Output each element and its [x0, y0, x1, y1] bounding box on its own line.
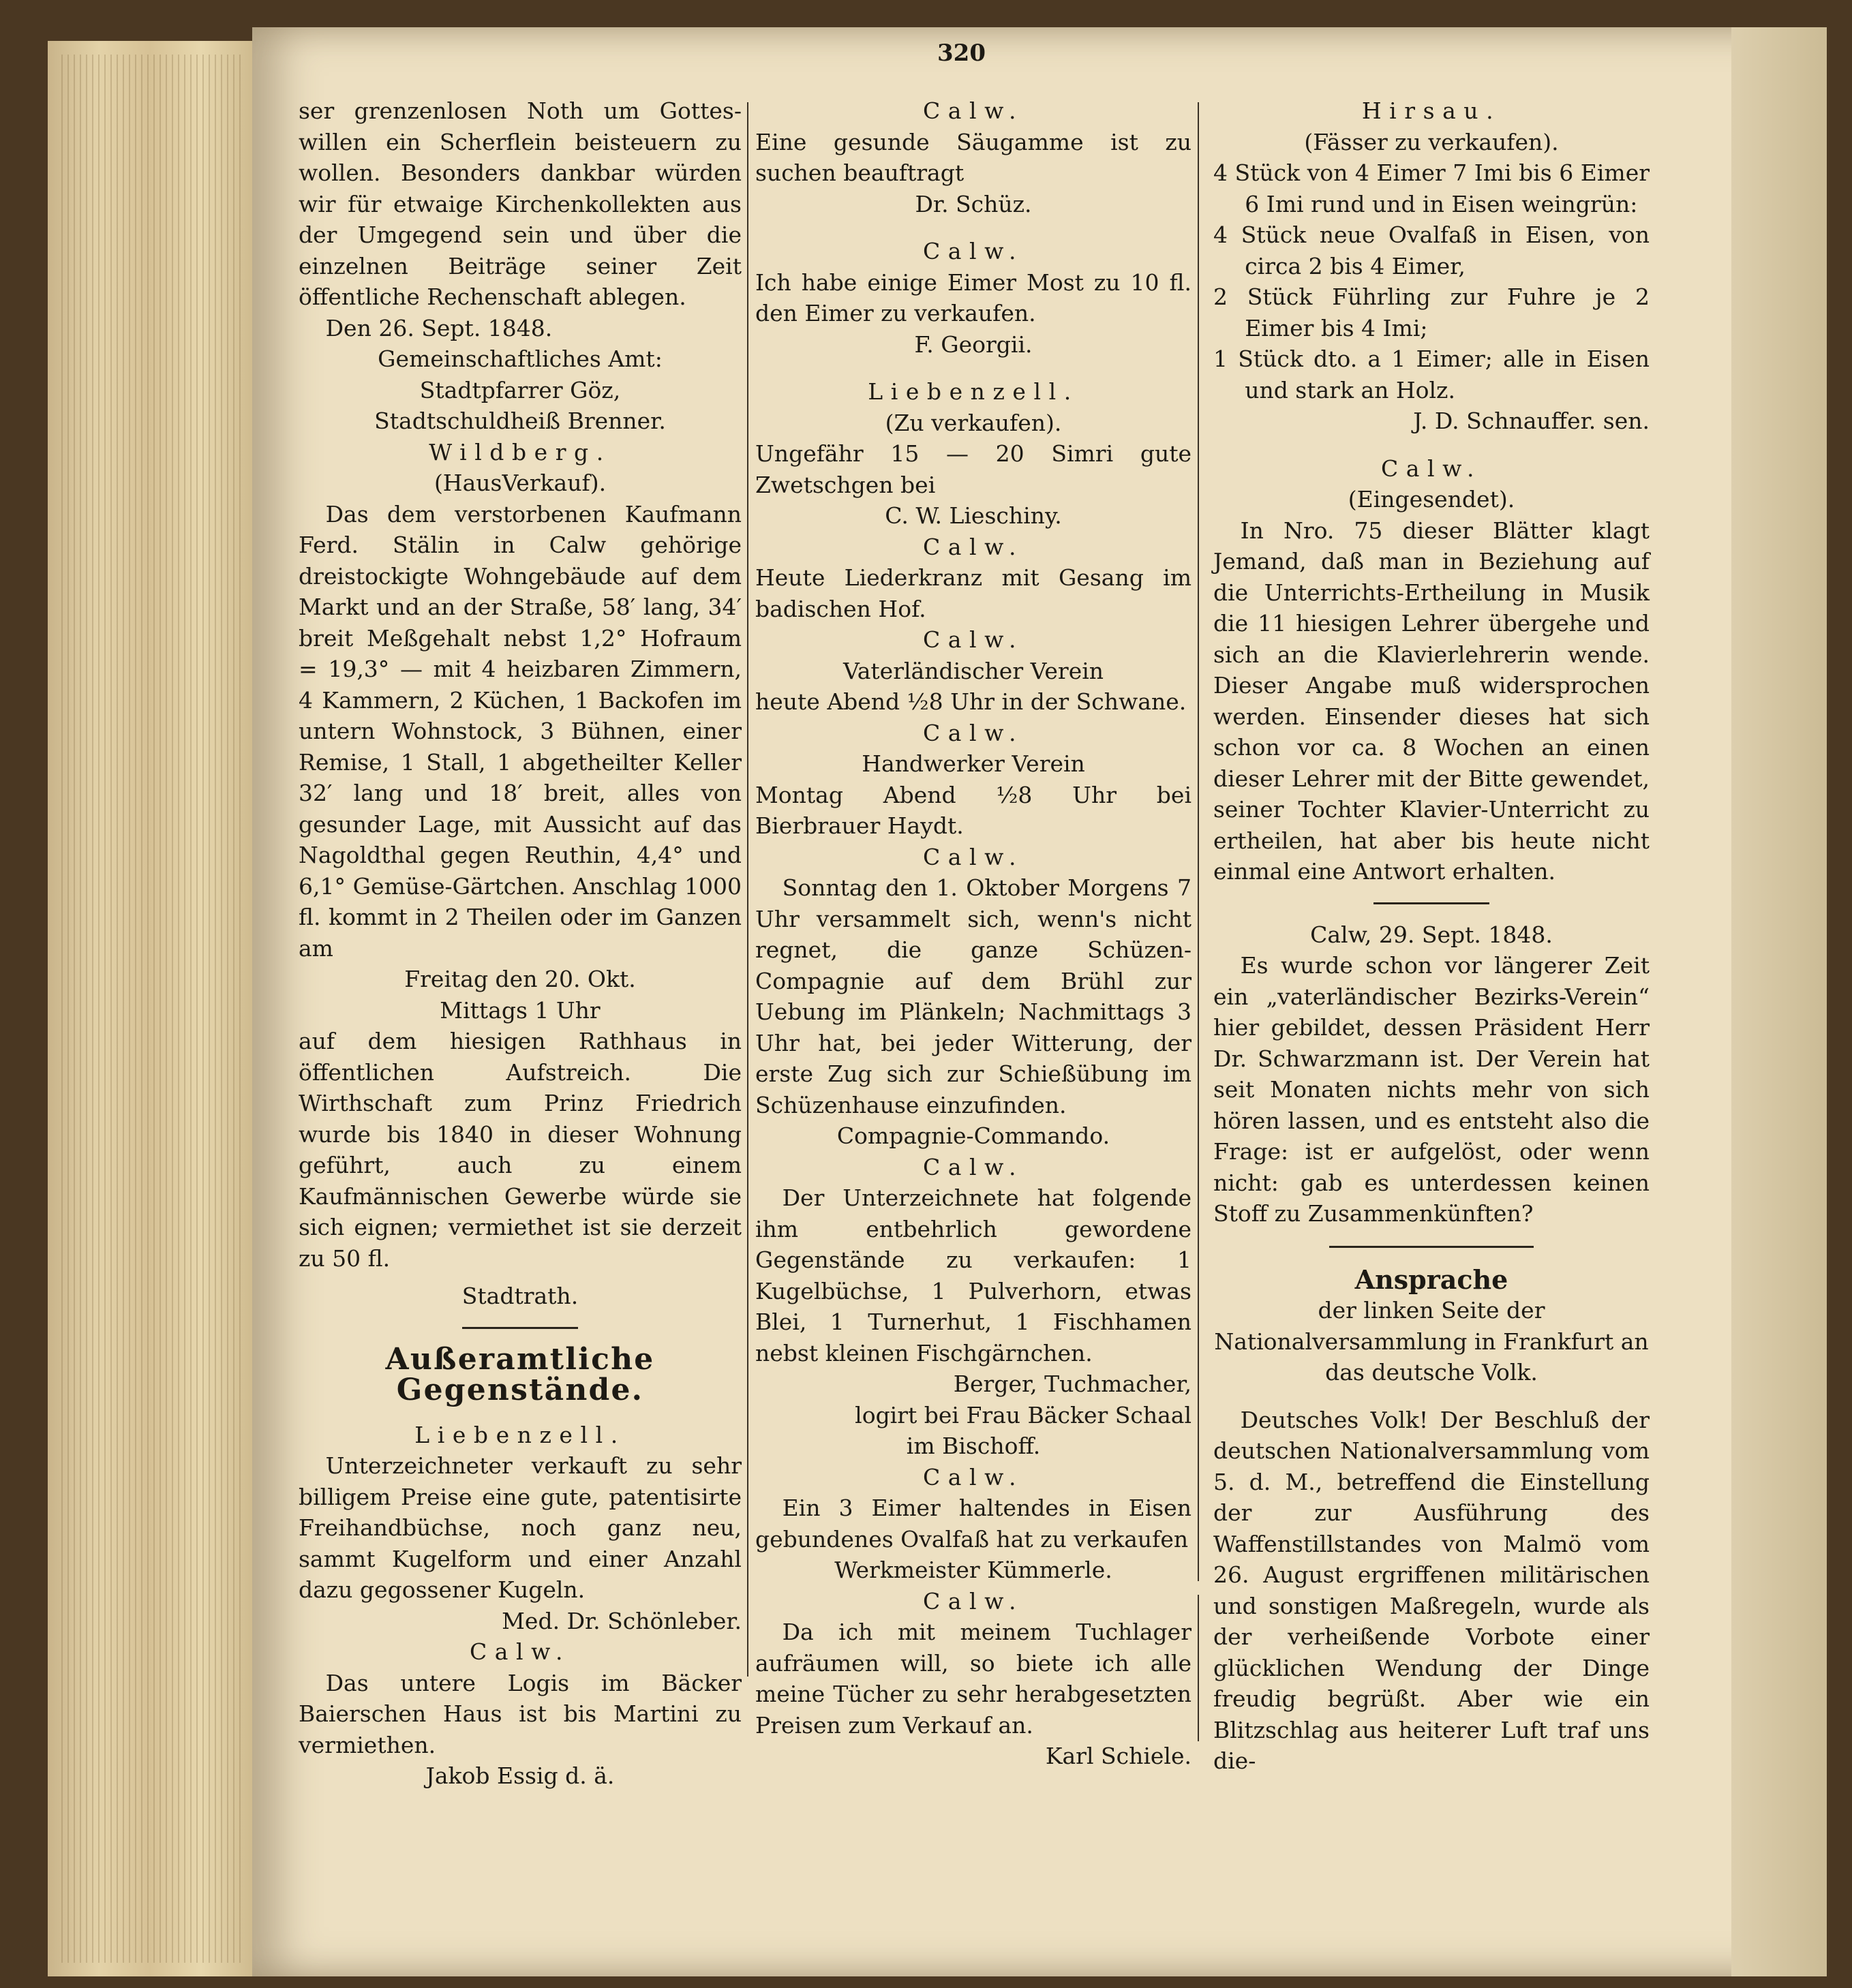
signature: Stadtschuldheiß Brenner.: [374, 408, 666, 434]
notice-date: Den 26. Sept. 1848.: [325, 314, 553, 341]
intro-text: ser grenzenlosen Noth um Gottes-willen ein Scherflein beisteuern zu wollen. Besonders dankbar würden wir für etwaige Kirchenkollekten aus der Umgegend sein und über die einzelnen Beiträge seiner Zeit öffentliche Rechenschaft ablegen.: [299, 97, 742, 310]
auction-date: Freitag den 20. Okt.: [404, 966, 636, 992]
article-subheading: der linken Seite der Nationalversammlung in Frankfurt an das deutsche Volk.: [1214, 1297, 1649, 1386]
notice-body: Das dem verstorbenen Kaufmann Ferd. Stälin in Calw gehörige dreistockigte Wohngebäude auf dem Markt und an der Straße, 58′ lang, 34′ breit Meßgehalt nebst 1,2° Hofraum = 19,3° — mit 4 heizbaren Zimmern, 4 Kammern, 2 Küchen, 1 Backofen im untern Wohnstock, 3 Bühnen, einer Remise, 1 Stall, 1 abgetheilter Keller 32′ lang und 18′ breit, alles von gesunder Lage, mit Aussicht auf das Nagoldthal gegen Reuthin, 4,4° und 6,1° Gemüse-Gärtchen. Anschlag 1000 fl. kommt in 2 Theilen oder im Ganzen am: [299, 500, 742, 962]
divider: [1373, 902, 1489, 904]
notice-body: Das untere Logis im Bäcker Baierschen Haus ist bis Martini zu vermiethen.: [299, 1669, 742, 1758]
sub-heading: (HausVerkauf).: [434, 470, 607, 496]
club-heading: Vaterländischer Verein: [842, 657, 1104, 684]
notice-body: In Nro. 75 dieser Blätter klagt Jemand, daß man in Beziehung auf die Unterrichts-Ertheilung in Musik die 11 hiesigen Lehrer übergehe und sich an die Klavierlehrerin wende. Dieser Angabe muß widersprochen werden. Einsender dieses hat sich schon vor ca. 8 Wochen an einen dieser Lehrer mit der Bitte gewendet, seiner Tochter Klavier-Unterricht zu ertheilen, hat aber bis heute nicht einmal eine Antwort erhalten.: [1213, 517, 1650, 885]
place-heading: Calw.: [922, 1153, 1024, 1180]
signature: C. W. Lieschiny.: [885, 502, 1062, 529]
article-body: Deutsches Volk! Der Beschluß der deutschen Nationalversammlung vom 5. d. M., betreffend die Einstellung der zur Ausführung des Waffenstillstandes von Malmö vom 26. August ergriffenen militärischen und sonstigen Maßregeln, wurde als der verheißende Vorbote einer glücklichen Wendung der Dinge freudig begrüßt. Aber wie ein Blitzschlag aus heiterer Luft traf uns die-: [1213, 1406, 1650, 1774]
place-heading: Calw.: [922, 626, 1024, 653]
notice-body: Ungefähr 15 — 20 Simri gute Zwetschgen bei: [755, 440, 1191, 498]
list-item: 1 Stück dto. a 1 Eimer; alle in Eisen und stark an Holz.: [1213, 346, 1650, 403]
column-rule-2: [1198, 102, 1199, 1581]
sub-heading: (Zu verkaufen).: [885, 409, 1062, 436]
signature: im Bischoff.: [906, 1433, 1041, 1459]
notice-body: Ich habe einige Eimer Most zu 10 fl. den Eimer zu verkaufen.: [755, 269, 1191, 326]
signature: Compagnie-Commando.: [836, 1122, 1110, 1149]
page-edge-lines: [61, 55, 245, 1963]
list-item: 4 Stück von 4 Eimer 7 Imi bis 6 Eimer 6 Imi rund und in Eisen weingrün:: [1213, 159, 1650, 217]
auction-time: Mittags 1 Uhr: [440, 996, 601, 1024]
signature: Karl Schiele.: [1045, 1743, 1191, 1769]
notice-body: Da ich mit meinem Tuchlager aufräumen will, so biete ich alle meine Tücher zu sehr herabgesetzten Preisen zum Verkauf an.: [755, 1619, 1191, 1739]
notice-body: Ein 3 Eimer haltendes in Eisen gebundenes Ovalfaß hat zu verkaufen: [755, 1495, 1191, 1553]
divider: [1329, 1246, 1534, 1248]
signature: J. D. Schnauffer. sen.: [1413, 408, 1650, 434]
office-heading: Gemeinschaftliches Amt:: [378, 346, 663, 372]
notice-body: Heute Liederkranz mit Gesang im badischen Hof.: [755, 564, 1191, 622]
place-heading: Liebenzell.: [868, 378, 1079, 405]
notice-body: Montag Abend ½8 Uhr bei Bierbrauer Haydt.: [755, 781, 1191, 839]
place-heading: Calw.: [922, 238, 1024, 264]
place-heading: Calw.: [922, 533, 1024, 560]
place-heading: Calw.: [922, 719, 1024, 746]
place-heading: Calw.: [1380, 455, 1483, 482]
signature: logirt bei Frau Bäcker Schaal: [855, 1401, 1191, 1428]
list-item: 2 Stück Führling zur Fuhre je 2 Eimer bis 4 Imi;: [1213, 284, 1650, 341]
notice-body: Eine gesunde Säugamme ist zu suchen beauftragt: [755, 128, 1191, 186]
place-heading: Calw.: [922, 97, 1024, 124]
column-rule-2b: [1198, 1595, 1199, 1741]
column-3: [1213, 95, 1650, 1777]
notice-body: Der Unterzeichnete hat folgende ihm entbehrlich gewordene Gegenstände zu verkaufen: 1 Kugelbüchse, 1 Pulverhorn, etwas Blei, 1 Turnerhut, 1 Fischhamen nebst kleinen Fischgärnchen.: [755, 1184, 1191, 1366]
column-1: [299, 95, 742, 1792]
place-heading: Calw.: [922, 1587, 1024, 1615]
signature: Stadtpfarrer Göz,: [419, 376, 621, 403]
notice-body: heute Abend ½8 Uhr in der Schwane.: [755, 688, 1187, 715]
place-heading: Calw.: [922, 843, 1024, 870]
place-heading: Calw, 29. Sept. 1848.: [1310, 921, 1553, 948]
article-heading: Ansprache: [1354, 1264, 1508, 1295]
page-number: 320: [937, 40, 986, 67]
column-2: [755, 95, 1191, 1772]
signature: Dr. Schüz.: [915, 190, 1032, 217]
signature: F. Georgii.: [914, 331, 1033, 358]
notice-body: Unterzeichneter verkauft zu sehr billigem Preise eine gute, patentisirte Freihandbüchse, noch ganz neu, sammt Kugelform und einer Anzahl dazu gegossener Kugeln.: [299, 1452, 742, 1603]
notice-body: Sonntag den 1. Oktober Morgens 7 Uhr versammelt sich, wenn's nicht regnet, die ganze Schüzen-Compagnie auf dem Brühl zur Uebung im Plänkeln; Nachmittags 3 Uhr hat, bei jeder Witterung, der erste Zug sich zur Schießübung im Schüzenhause einzufinden.: [755, 874, 1191, 1118]
notice-body: Es wurde schon vor längerer Zeit ein „vaterländischer Bezirks-Verein“ hier gebildet, dessen Präsident Herr Dr. Schwarzmann ist. Der Verein hat seit Monaten nichts mehr von sich hören lassen, und es entsteht also die Frage: ist er aufgelöst, oder wenn nicht: gab es unterdessen keinen Stoff zu Zusammenkünften?: [1213, 952, 1650, 1227]
place-heading: Calw.: [469, 1638, 571, 1665]
signature: Werkmeister Kümmerle.: [834, 1557, 1112, 1583]
place-heading: Calw.: [922, 1463, 1024, 1490]
list-item: 4 Stück neue Ovalfaß in Eisen, von circa 2 bis 4 Eimer,: [1213, 221, 1650, 279]
signature: Berger, Tuchmacher,: [953, 1371, 1191, 1397]
signature: Med. Dr. Schönleber.: [502, 1607, 742, 1634]
notice-body: auf dem hiesigen Rathhaus in öffentlichen Aufstreich. Die Wirthschaft zum Prinz Friedrich wurde bis 1840 in dieser Wohnung geführt, auch zu einem Kaufmännischen Gewerbe würde sie sich eignen; vermiethet ist sie derzeit zu 50 fl.: [299, 1028, 742, 1272]
column-rule-1: [747, 102, 748, 1677]
section-heading: Außeramtliche Gegenstände.: [385, 1341, 655, 1407]
sub-heading: (Eingesendet).: [1348, 486, 1515, 513]
place-heading: Wildberg.: [429, 438, 611, 465]
divider: [462, 1327, 578, 1329]
page-right-edge: [1731, 27, 1827, 1976]
signature: Stadtrath.: [461, 1283, 579, 1309]
place-heading: Liebenzell.: [414, 1421, 626, 1448]
signature: Jakob Essig d. ä.: [425, 1762, 615, 1789]
place-heading: Hirsau.: [1361, 97, 1502, 124]
sub-heading: (Fässer zu verkaufen).: [1304, 128, 1559, 155]
club-heading: Handwerker Verein: [862, 750, 1085, 777]
